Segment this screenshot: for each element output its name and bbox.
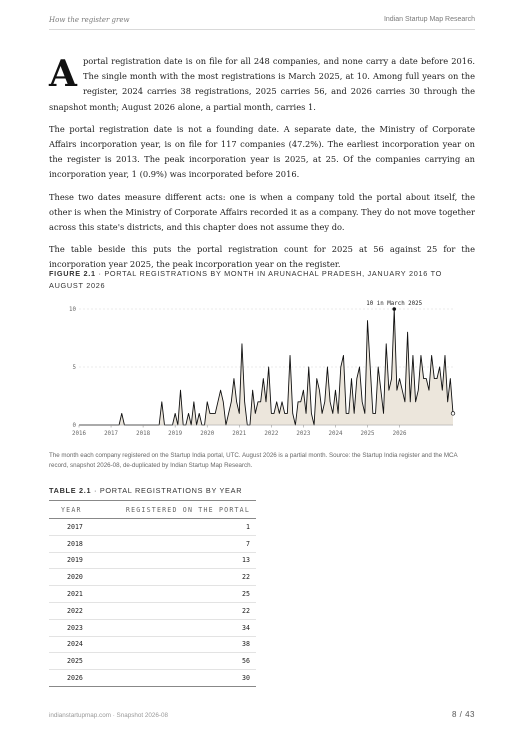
cell-count: 1	[93, 519, 256, 536]
x-tick-label: 2019	[168, 431, 183, 437]
y-tick-label: 5	[72, 365, 76, 371]
table-row	[49, 670, 256, 687]
cell-year: 2017	[49, 519, 93, 536]
x-tick-label: 2017	[104, 431, 119, 437]
drop-cap: A	[49, 53, 77, 95]
registrations-chart	[49, 298, 459, 443]
last-point-marker	[451, 412, 455, 416]
x-tick-label: 2023	[296, 431, 311, 437]
cell-count: 25	[93, 586, 256, 603]
peak-annotation: 10 in March 2025	[366, 301, 423, 307]
table-row	[49, 602, 256, 619]
cell-year: 2023	[49, 619, 93, 636]
x-tick-label: 2022	[264, 431, 279, 437]
table-caption	[49, 486, 242, 495]
cell-year: 2025	[49, 653, 93, 670]
running-header	[49, 15, 475, 30]
y-tick-label: 0	[72, 423, 76, 429]
chapter-title: How the register grew	[49, 16, 130, 24]
x-tick-label: 2024	[328, 431, 343, 437]
figure-caption	[49, 268, 475, 291]
cell-year: 2021	[49, 586, 93, 603]
figure-title: · PORTAL REGISTRATIONS BY MONTH IN ARUNACHAL PRADESH, JANUARY 2016 TO AUGUST 2026	[49, 269, 442, 290]
table-row	[49, 653, 256, 670]
y-tick-label: 10	[69, 307, 76, 313]
x-tick-label: 2020	[200, 431, 215, 437]
table-label: TABLE 2.1	[49, 486, 92, 495]
cell-year: 2022	[49, 602, 93, 619]
table-row	[49, 519, 256, 536]
x-tick-label: 2021	[232, 431, 247, 437]
cell-count: 7	[93, 535, 256, 552]
table-row	[49, 586, 256, 603]
cell-count: 13	[93, 552, 256, 569]
x-tick-label: 2025	[360, 431, 375, 437]
cell-count: 56	[93, 653, 256, 670]
column-header-count: REGISTERED ON THE PORTAL	[93, 501, 256, 519]
paragraph-4: The table beside this puts the portal registration count for 2025 at 56 against 25 for the incorporation year 2025, the peak incorporation year on the register.	[49, 244, 475, 270]
cell-count: 38	[93, 636, 256, 653]
table-title: · PORTAL REGISTRATIONS BY YEAR	[91, 486, 243, 495]
x-tick-label: 2026	[392, 431, 407, 437]
cell-year: 2020	[49, 569, 93, 586]
cell-count: 30	[93, 670, 256, 687]
table-row	[49, 619, 256, 636]
cell-year: 2019	[49, 552, 93, 569]
table-header-row	[49, 501, 256, 519]
figure-note: The month each company registered on the Startup India portal, UTC. August 2026 is a partial month. Source: the Startup India register and the MCA record, snapshot 2026-08, de-duplicated by Indian Startup Map Research.	[49, 452, 458, 469]
x-tick-label: 2016	[72, 431, 86, 437]
cell-count: 22	[93, 569, 256, 586]
cell-year: 2018	[49, 535, 93, 552]
table-row	[49, 552, 256, 569]
table-row	[49, 535, 256, 552]
body-text	[49, 54, 475, 280]
footer-site: indianstartupmap.com · Snapshot 2026-08	[49, 712, 169, 719]
table-row	[49, 636, 256, 653]
cell-count: 34	[93, 619, 256, 636]
registrations-table	[49, 500, 256, 687]
publication-name: Indian Startup Map Research	[383, 16, 475, 23]
cell-count: 22	[93, 602, 256, 619]
table-row	[49, 569, 256, 586]
peak-marker	[392, 307, 396, 311]
paragraph-1	[49, 54, 475, 115]
column-header-year: YEAR	[49, 501, 93, 519]
paragraph-3: These two dates measure different acts: one is when a company told the portal about itself, the other is when the Ministry of Corporate Affairs recorded it as a company. They do not move together across this state's districts, and this chapter does not assume they do.	[49, 191, 475, 233]
x-tick-label: 2018	[136, 431, 151, 437]
paragraph-2: The portal registration date is not a founding date. A separate date, the Ministry of Corporate Affairs incorporation year, is on file for 117 companies (47.2%). The earliest incorporation year on the register is 2013. The peak incorporation year is 2025, at 25. Of the companies carrying an incorporation year, 1 (0.9%) was incorporated before 2016.	[49, 123, 475, 180]
page-number: 8 / 43	[451, 710, 475, 719]
figure-label: FIGURE 2.1	[49, 269, 96, 278]
cell-year: 2026	[49, 670, 93, 687]
paragraph-1-text: portal registration date is on file for all 248 companies, and none carry a date before 2016. The single month with the most registrations is March 2025, at 10. Among full years on the register, 2024 carries 38 registrations, 2025 carries 56, and 2026 carries 30 through the snapshot month; August 2026 alone, a partial month, carries 1.	[49, 56, 475, 112]
cell-year: 2024	[49, 636, 93, 653]
